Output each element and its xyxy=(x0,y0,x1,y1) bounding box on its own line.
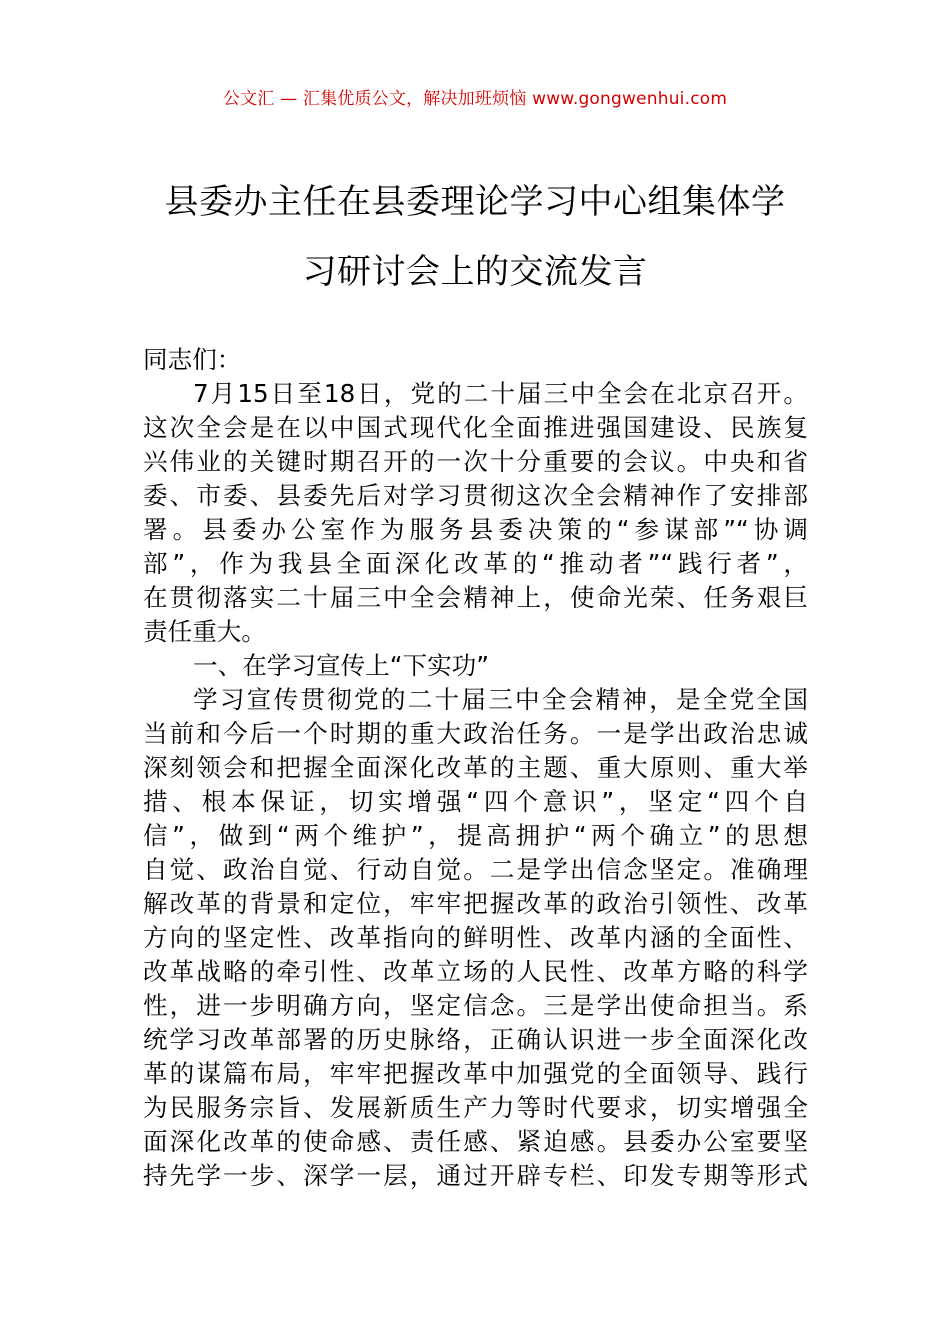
document-body xyxy=(143,343,808,1193)
paragraph-line: 统学习改革部署的历史脉络，正确认识进一步全面深化改 xyxy=(143,1025,808,1054)
paragraph-line: 信”，做到“两个维护”，提高拥护“两个确立”的思想 xyxy=(143,821,808,850)
paragraph-line: 措、根本保证，切实增强“四个意识”，坚定“四个自 xyxy=(143,787,808,816)
document-title-line-1: 县委办主任在县委理论学习中心组集体学 xyxy=(164,182,786,222)
paragraph-line: 改革战略的牵引性、改革立场的人民性、改革方略的科学 xyxy=(143,957,808,986)
paragraph-line: 这次全会是在以中国式现代化全面推进强国建设、民族复 xyxy=(143,413,808,442)
paragraph-line: 兴伟业的关键时期召开的一次十分重要的会议。中央和省 xyxy=(143,447,808,476)
paragraph-line: 持先学一步、深学一层，通过开辟专栏、印发专期等形式 xyxy=(143,1161,808,1190)
paragraph-line: 部”，作为我县全面深化改革的“推动者”“践行者”， xyxy=(143,549,808,578)
paragraph-line: 自觉、政治自觉、行动自觉。二是学出信念坚定。准确理 xyxy=(143,855,808,884)
paragraph-line: 深刻领会和把握全面深化改革的主题、重大原则、重大举 xyxy=(143,753,808,782)
paragraph-line: 署。县委办公室作为服务县委决策的“参谋部”“协调 xyxy=(143,515,808,544)
paragraph-line: 方向的坚定性、改革指向的鲜明性、改革内涵的全面性、 xyxy=(143,923,808,952)
paragraph-line: 责任重大。 xyxy=(143,617,266,646)
site-banner: 公文汇 — 汇集优质公文，解决加班烦恼 www.gongwenhui.com xyxy=(222,89,728,109)
paragraph-line: 性，进一步明确方向，坚定信念。三是学出使命担当。系 xyxy=(143,991,808,1020)
document-title-line-2: 习研讨会上的交流发言 xyxy=(302,252,648,292)
paragraph-line: 革的谋篇布局，牢牢把握改革中加强党的全面领导、践行 xyxy=(143,1059,808,1088)
paragraph-line: 解改革的背景和定位，牢牢把握改革的政治引领性、改革 xyxy=(143,889,808,918)
salutation: 同志们： xyxy=(143,345,242,374)
paragraph-line: 在贯彻落实二十届三中全会精神上，使命光荣、任务艰巨 xyxy=(143,583,808,612)
section-heading: 一、在学习宣传上“下实功” xyxy=(193,651,490,680)
paragraph-line: 委、市委、县委先后对学习贯彻这次全会精神作了安排部 xyxy=(143,481,808,510)
paragraph-line: 7月15日至18日，党的二十届三中全会在北京召开。 xyxy=(193,379,808,408)
paragraph-line: 当前和今后一个时期的重大政治任务。一是学出政治忠诚 xyxy=(143,719,808,748)
paragraph-line: 学习宣传贯彻党的二十届三中全会精神，是全党全国 xyxy=(193,685,808,714)
paragraph-line: 面深化改革的使命感、责任感、紧迫感。县委办公室要坚 xyxy=(143,1127,808,1156)
paragraph-line: 为民服务宗旨、发展新质生产力等时代要求，切实增强全 xyxy=(143,1093,808,1122)
